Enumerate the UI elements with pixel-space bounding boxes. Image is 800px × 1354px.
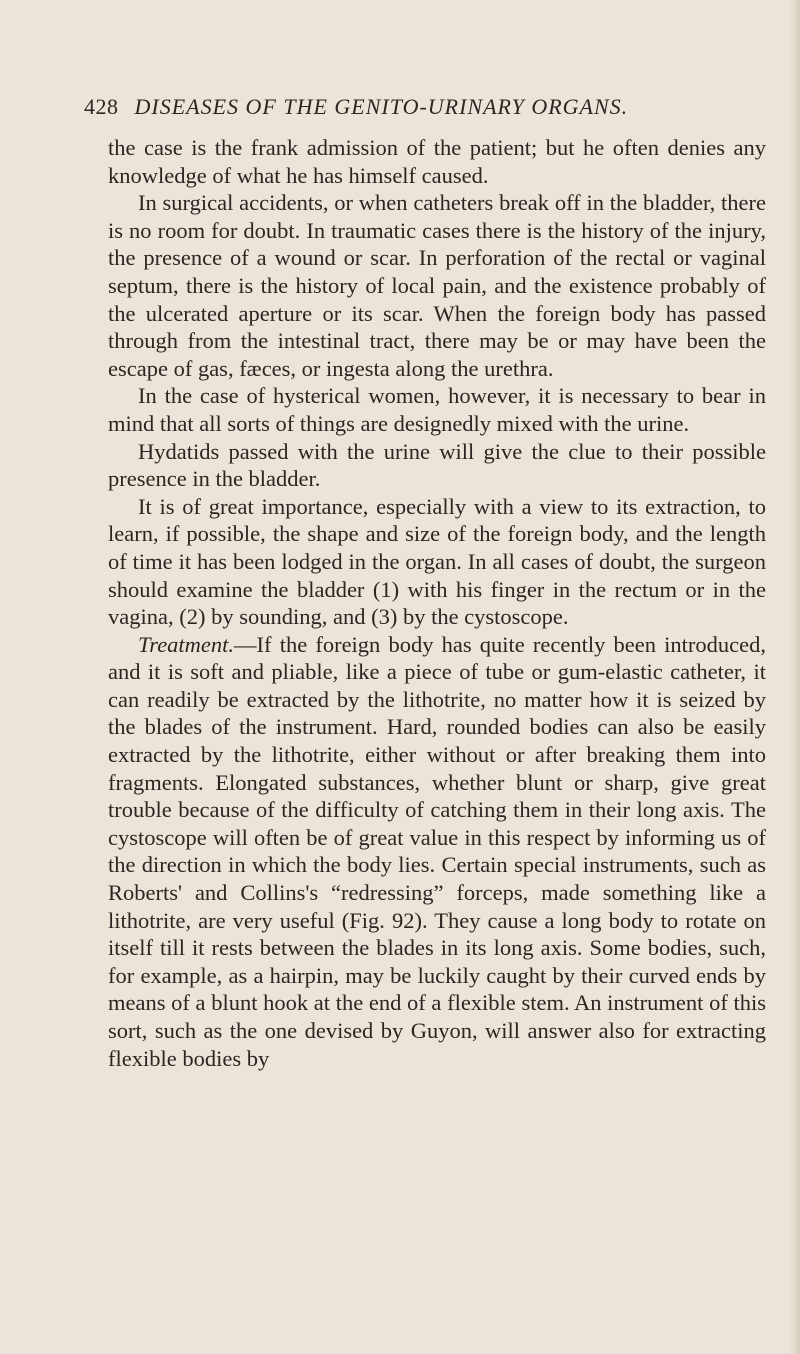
paragraph-importance: It is of great importance, especially with a view to its extraction, to learn, if possible, the shape and size of the foreign body, and the length of time it has been lodged in the organ. In all cases of doubt, the surgeon should examine the bladder (1) with his finger in the rectum or in the vagina, (2) by sounding, and (3) by the cystoscope. [108,493,766,630]
paragraph-continuation: the case is the frank admission of the patient; but he often denies any knowledge of what he has himself caused. [108,135,766,188]
body-text [108,134,766,1072]
paragraph-treatment [108,631,766,1073]
treatment-heading: Treatment. [138,631,235,657]
paragraph-surgical-accidents: In surgical accidents, or when catheters break off in the bladder, there is no room for doubt. In traumatic cases there is the history of the injury, the presence of a wound or scar. In perforation of the rectal or vaginal septum, there is the history of local pain, and the existence probably of the ulcerated aperture or its scar. When the foreign body has passed through from the intestinal tract, there may be or may have been the escape of gas, fæces, or ingesta along the urethra. [108,190,766,381]
paragraph-hysterical-women: In the case of hysterical women, however, it is necessary to bear in mind that all sorts of things are designedly mixed with the urine. [108,383,766,436]
treatment-text: —If the foreign body has quite recently been introduced, and it is soft and pliable, like a piece of tube or gum-elastic catheter, it can readily be extracted by the lithotrite, no matter how it is seized by the blades of the instrument. Hard, rounded bodies can also be easily extracted by the lithotrite, either without or after breaking them into fragments. Elongated substances, whether blunt or sharp, give great trouble because of the difficulty of catching them in their long axis. The cystoscope will often be of great value in this respect by informing us of the direction in which the body lies. Certain special instruments, such as Roberts' and Collins's “redressing” forceps, made something like a lithotrite, are very useful (Fig. 92). They cause a long body to rotate on itself till it rests between the blades in its long axis. Some bodies, such, for example, as a hairpin, may be luckily caught by their curved ends by means of a blunt hook at the end of a flexible stem. An instrument of this sort, such as the one devised by Guyon, will answer also for extracting flexible bodies by [108,631,766,1071]
running-head [84,93,724,121]
page-number: 428 [84,94,119,119]
paragraph-hydatids: Hydatids passed with the urine will give the clue to their possible presence in the bladder. [108,438,766,492]
page-edge-shadow [790,0,800,1354]
running-title: DISEASES OF THE GENITO-URINARY ORGANS. [134,94,629,119]
